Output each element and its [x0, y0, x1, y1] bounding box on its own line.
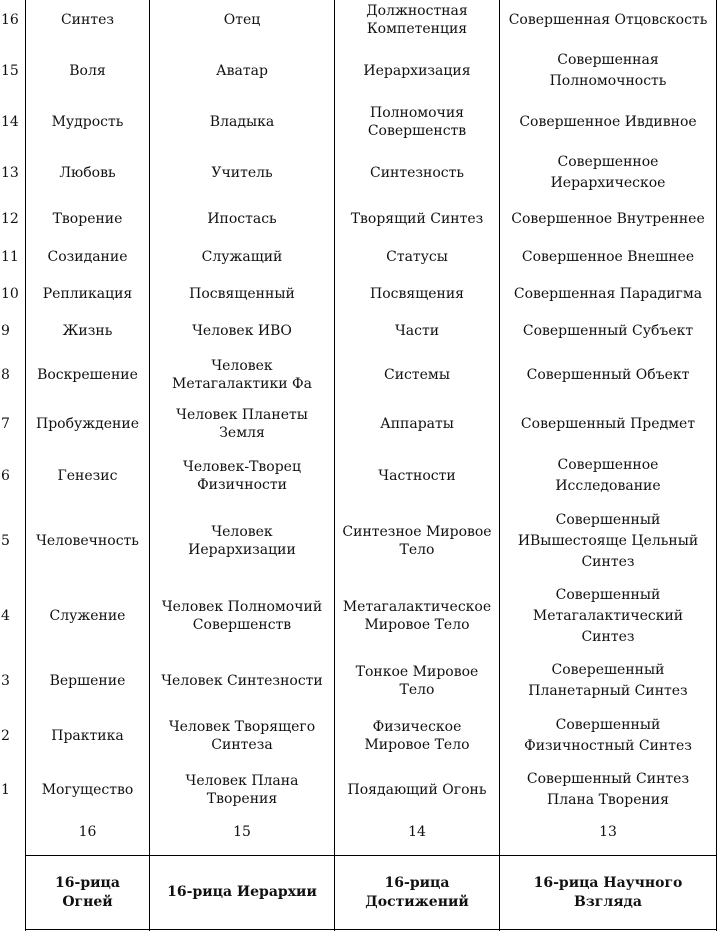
table-cell-c2: Человек-Творец Физичности	[183, 459, 301, 493]
table-cell-c2: Ипостась	[207, 211, 277, 227]
table-cell-c4: Совершенный ИВышестояще Цельный Синтез	[517, 511, 699, 570]
row-number: 12	[1, 211, 19, 227]
table-cell-c2: Человек Планеты Земля	[176, 407, 308, 441]
row-number: 3	[1, 673, 10, 689]
table-cell-c1: Служение	[49, 608, 126, 624]
table-cell-c4: Совершенное Внешнее	[521, 248, 695, 265]
table-cell-c1: Воля	[69, 63, 106, 79]
table-cell-c3: Статусы	[386, 249, 448, 265]
table-cell-c2: Человек Творящего Синтеза	[168, 719, 316, 753]
table-cell-c3: Тонкое Мировое Тело	[355, 664, 479, 698]
table-cell-c1: Могущество	[41, 782, 134, 798]
table-cell-c3: Иерархизация	[363, 63, 471, 79]
table-cell-c4: Совершенный Субъект	[522, 322, 694, 339]
column-number: 15	[233, 824, 251, 840]
table-cell-c3: Поядающий Огонь	[347, 782, 487, 798]
column-number: 13	[599, 824, 617, 840]
table-cell-c1: Мудрость	[51, 114, 124, 130]
table-cell-c2: Человек Синтезности	[161, 673, 323, 689]
table-cell-c2: Посвященный	[189, 286, 295, 302]
column-number: 14	[408, 824, 426, 840]
table-cell-c3: Творящий Синтез	[350, 211, 484, 227]
table-cell-c1: Генезис	[57, 468, 118, 484]
row-number: 11	[1, 249, 19, 265]
table-cell-c4: Совершенная Парадигма	[513, 285, 703, 302]
table-cell-c2: Человек Иерархизации	[188, 524, 296, 558]
footer-title-fires: 16-рица Огней	[55, 874, 120, 910]
table-cell-c1: Синтез	[60, 12, 115, 28]
table-cell-c3: Частности	[378, 468, 456, 484]
table-cell-c1: Практика	[51, 728, 124, 744]
table-cell-c4: Совершенная Отцовскость	[508, 11, 708, 28]
table-cell-c4: Совершенное Иерархическое	[550, 154, 666, 191]
table-cell-c2: Человек Метагалактики Фа	[172, 358, 312, 392]
table-cell-c4: Совершенная Полномочность	[549, 52, 667, 89]
table-cell-c4: Совершенный Метагалактический Синтез	[532, 586, 684, 645]
row-number: 15	[1, 63, 19, 79]
row-number: 4	[1, 608, 10, 624]
table-cell-c4: Совершенный Синтез Плана Творения	[526, 771, 690, 808]
table-bottom-border	[25, 929, 717, 930]
table-cell-c3: Синтезность	[369, 165, 464, 181]
table-cell-c3: Аппараты	[380, 416, 454, 432]
table-cell-c2: Владыка	[209, 114, 275, 130]
table-cell-c3: Полномочия Совершенств	[367, 105, 467, 139]
row-number: 13	[1, 165, 19, 181]
row-number: 7	[1, 416, 10, 432]
table-cell-c1: Пробуждение	[36, 416, 139, 432]
footer-title-scientific-view: 16-рица Научного Взгляда	[533, 874, 683, 910]
table-cell-c4: Совершенный Физичностный Синтез	[524, 717, 692, 754]
table-cell-c1: Человечность	[36, 533, 139, 549]
row-number: 5	[1, 533, 10, 549]
table-cell-c2: Учитель	[211, 165, 273, 181]
table-cell-c3: Физическое Мировое Тело	[364, 719, 470, 753]
row-number: 16	[1, 12, 19, 28]
row-number: 14	[1, 114, 19, 130]
footer-title-hierarchy: 16-рица Иерархии	[167, 884, 317, 900]
table-cell-c2: Человек ИВО	[192, 323, 292, 339]
table-cell-c3: Метагалактическое Мировое Тело	[342, 599, 492, 633]
table-cell-c3: Должностная Компетенция	[366, 3, 468, 37]
table-cell-c4: Совершенный Предмет	[520, 415, 696, 432]
table-cell-c2: Отец	[223, 12, 261, 28]
table-cell-c1: Созидание	[47, 249, 128, 265]
row-number: 6	[1, 468, 10, 484]
table-cell-c4: Совершенное Ивдивное	[519, 113, 697, 130]
table-cell-c2: Служащий	[201, 249, 283, 265]
table-cell-c2: Аватар	[216, 63, 268, 79]
table-cell-c1: Творение	[52, 211, 123, 227]
column-number: 16	[78, 824, 97, 840]
table-cell-c4: Совершенное Внутреннее	[511, 210, 705, 227]
table-cell-c2: Человек Плана Творения	[185, 773, 299, 807]
table-cell-c2: Человек Полномочий Совершенств	[161, 599, 323, 633]
row-number: 8	[1, 367, 10, 383]
table-cell-c3: Синтезное Мировое Тело	[342, 524, 492, 558]
table-cell-c1: Любовь	[59, 165, 116, 181]
row-number: 2	[1, 728, 10, 744]
table-cell-c3: Посвящения	[370, 286, 464, 302]
footer-title-achievements: 16-рица Достижений	[365, 874, 469, 910]
table-cell-c1: Вершение	[49, 673, 126, 689]
table-cell-c4: Совершенное Исследование	[555, 457, 661, 494]
table-cell-c4: Совершенный Объект	[526, 366, 690, 383]
table-cell-c4: Соверешенный Планетарный Синтез	[528, 662, 688, 699]
row-number: 1	[1, 782, 10, 798]
row-number: 9	[1, 323, 10, 339]
row-number: 10	[1, 286, 19, 302]
table-cell-c1: Воскрешение	[37, 367, 138, 383]
table-cell-c3: Части	[394, 323, 440, 339]
table-cell-c1: Репликация	[42, 286, 133, 302]
table-cell-c3: Системы	[384, 367, 450, 383]
table-cell-c1: Жизнь	[62, 323, 113, 339]
